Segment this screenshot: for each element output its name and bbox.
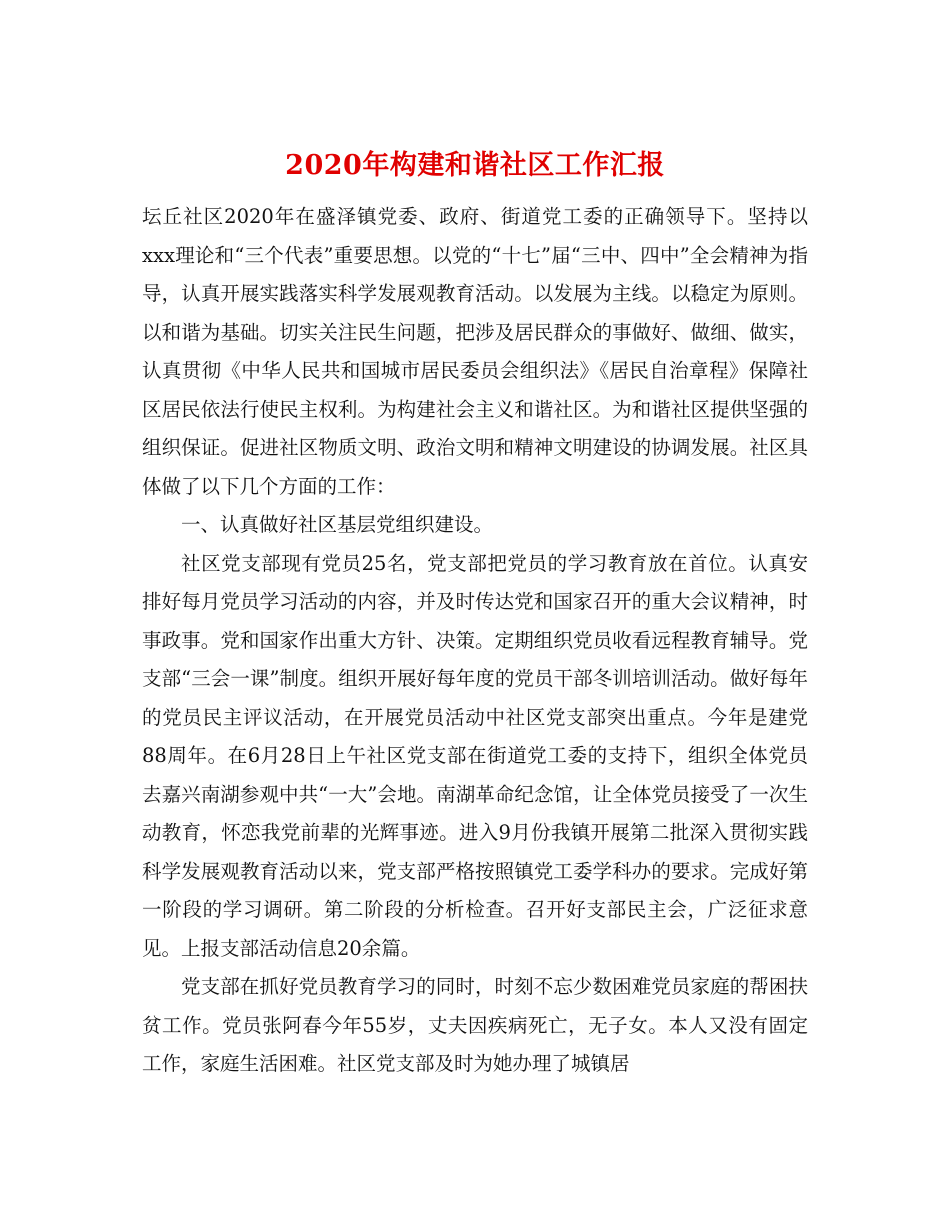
document-body — [142, 198, 808, 1084]
paragraph-intro: 坛丘社区2020年在盛泽镇党委、政府、街道党工委的正确领导下。坚持以xxx理论和“三个代表”重要思想。以党的“十七”届“三中、四中”全会精神为指导，认真开展实践落实科学发展观教育活动。以发展为主线。以稳定为原则。以和谐为基础。切实关注民生问题，把涉及居民群众的事做好、做细、做实，认真贯彻《中华人民共和国城市居民委员会组织法》《居民自治章程》保障社区居民依法行使民主权利。为构建社会主义和谐社区。为和谐社区提供坚强的组织保证。促进社区物质文明、政治文明和精神文明建设的协调发展。社区具体做了以下几个方面的工作： — [142, 205, 808, 498]
section-heading-1: 一、认真做好社区基层党组织建设。 — [181, 513, 494, 536]
paragraph-party-branch: 社区党支部现有党员25名，党支部把党员的学习教育放在首位。认真安排好每月党员学习活动的内容，并及时传达党和国家召开的重大会议精神，时事政事。党和国家作出重大方针、决策。定期组织党员收看远程教育辅导。党支部“三会一课”制度。组织开展好每年度的党员干部冬训培训活动。做好每年的党员民主评议活动，在开展党员活动中社区党支部突出重点。今年是建党88周年。在6月28日上午社区党支部在街道党工委的支持下，组织全体党员去嘉兴南湖参观中共“一大”会地。南湖革命纪念馆，让全体党员接受了一次生动教育，怀恋我党前辈的光辉事迹。进入9月份我镇开展第二批深入贯彻实践科学发展观教育活动以来，党支部严格按照镇党工委学科办的要求。完成好第一阶段的学习调研。第二阶段的分析检查。召开好支部民主会，广泛征求意见。上报支部活动信息20余篇。 — [142, 551, 808, 960]
paragraph-poverty-relief: 党支部在抓好党员教育学习的同时，时刻不忘少数困难党员家庭的帮困扶贫工作。党员张阿春今年55岁，丈夫因疾病死亡，无子女。本人又没有固定工作，家庭生活困难。社区党支部及时为她办理了城镇居 — [142, 975, 808, 1075]
document-title: 2020年构建和谐社区工作汇报 — [285, 150, 665, 182]
